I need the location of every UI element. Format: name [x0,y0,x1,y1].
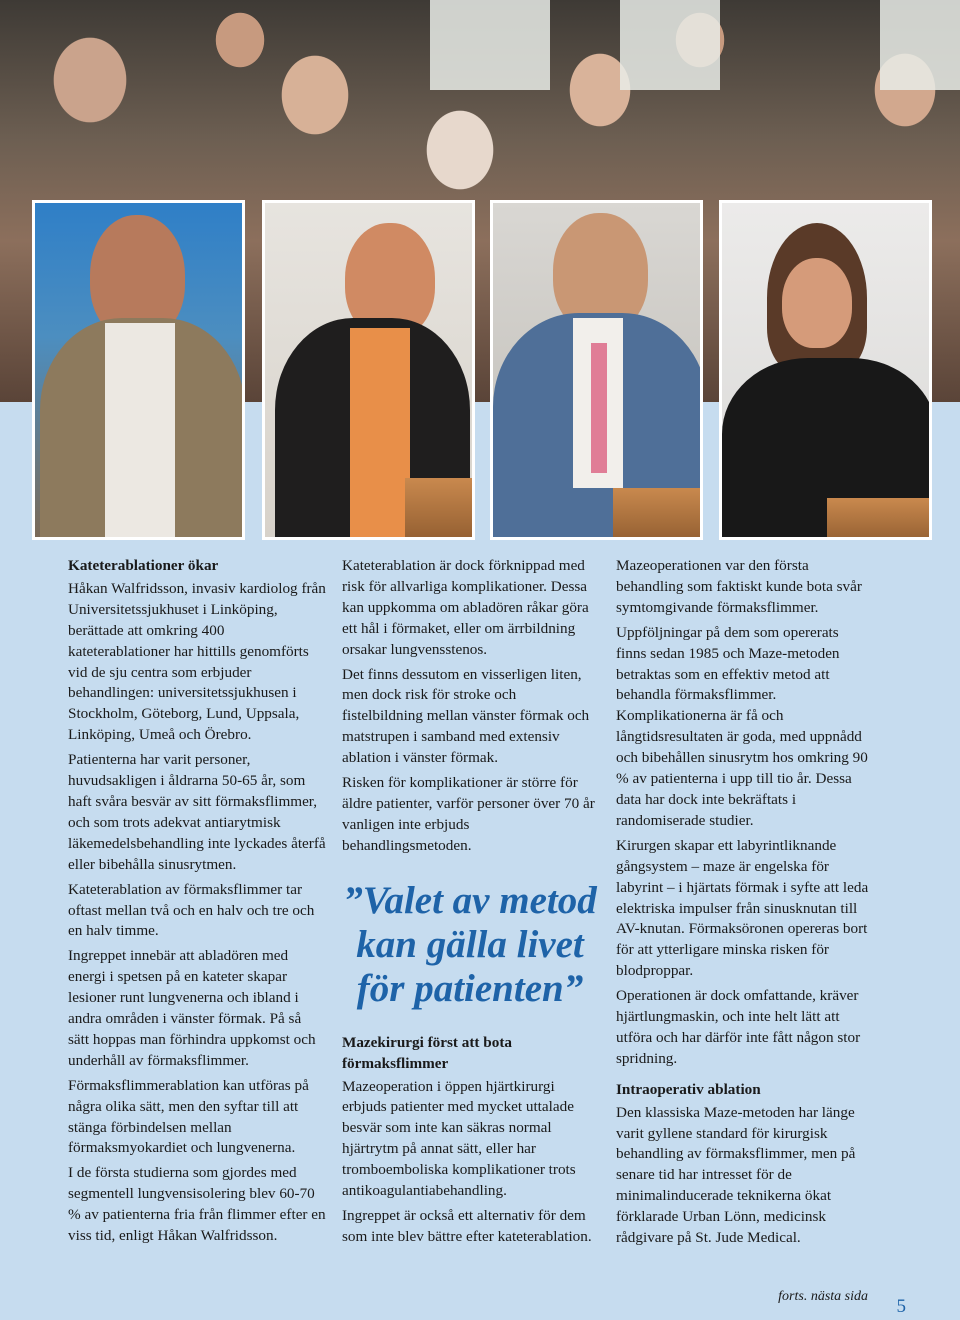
window-light [430,0,550,90]
paragraph: Kirurgen skapar ett labyrintliknande gångsystem – maze är engelska för labyrint – i hjärtats förmak i syfte att leda elektriska impulser från sinusknutan till AV-knutan. Förmaksöronen opereras bort för att ytterligare minska risken för blodproppar. [616,836,869,980]
paragraph: Ingreppet innebär att abladören med energi i spetsen på en kateter skapar lesioner runt lungvenerna och ibland i andra områden i vänster förmak. På så sätt hoppas man förhindra uppkomst och underhåll av förmaksflimmer. [68,947,316,1069]
speaker-photo-3 [490,200,703,540]
window-light [880,0,960,90]
paragraph: Ingreppet är också ett alternativ för dem som inte blev bättre efter kateterablation. [342,1206,592,1245]
speaker-photo-1 [32,200,245,540]
paragraph: Patienterna har varit personer, huvudsakligen i åldrarna 50-65 år, som haft svåra besvär av sitt förmaksflimmer, och som trots adekvat antiarytmisk läkemedelsbehandling inte lyckades återfå eller bibehålla sinusrytmen. [68,751,326,873]
article-column-2 [342,556,598,1252]
section-heading: Kateterablationer ökar [68,557,219,574]
paragraph: Den klassiska Maze-metoden har länge varit gyllene standard för kirurgisk behandling av förmaksflimmer, men på senare tid har intresset för de minimalinducerade teknikerna ökat förklarade Urban Lönn, medicinsk rådgivare på St. Jude Medical. [616,1103,856,1247]
page-number: 5 [896,1296,906,1317]
paragraph: Förmaksflimmerablation kan utföras på några olika sätt, men den syftar till att stänga förbindelsen mellan förmaksmyokardiet och lungvenerna. [68,1076,309,1157]
speaker-photo-4 [719,200,932,540]
paragraph: Operationen är dock omfattande, kräver hjärtlungmaskin, och inte helt lätt att utföra och har därför inte fått någon stor spridning. [616,987,861,1067]
speaker-photo-2 [262,200,475,540]
paragraph: Risken för komplikationer är större för äldre patienter, varför personer över 70 år vanligen inte erbjuds behandlingsmetoden. [342,774,595,854]
section-heading: Mazekirurgi först att bota förmaksflimmer [342,1033,512,1072]
paragraph: I de första studierna som gjordes med segmentell lungvensisolering blev 60-70 % av patienterna fria från flimmer efter en viss tid, enligt Håkan Walfridsson. [68,1164,326,1245]
continued-note: forts. nästa sida [778,1289,868,1304]
paragraph: Håkan Walfridsson, invasiv kardiolog från Universitetssjukhuset i Linköping, berättade att omkring 400 kateterablationer har hittills genomförts vid de sju centra som erbjuder behandlingen: universitetssjukhusen i Stockholm, Göteborg, Lund, Uppsala, Linköping, Umeå och Örebro. [68,579,326,744]
article-column-3 [616,556,872,1253]
paragraph: Kateterablation är dock förknippad med risk för allvarliga komplikationer. Dessa kan uppkomma om abladören råkar göra ett hål i förmaket, eller om ärrbildning orsakar lungvensstenos. [342,557,589,658]
paragraph: Kateterablation av förmaksflimmer tar oftast mellan två och en halv och tre och en halv timme. [68,880,315,940]
pull-quote: ”Valet av metod kan gälla livet för patienten” [343,878,597,1010]
paragraph: Uppföljningar på dem som opererats finns sedan 1985 och Maze-metoden betraktas som en effektiv metod att behandla förmaksflimmer. Komplikationerna är få och långtidsresultaten är goda, med uppnådd och bibehållen sinusrytm hos omkring 90 % av patienterna i upp till tio år. Dessa data har dock inte bekräftats i randomiserade studier. [616,623,868,829]
paragraph: Mazeoperationen var den första behandling som faktiskt kunde bota svår symtomgivande förmaksflimmer. [616,557,862,616]
paragraph: Det finns dessutom en visserligen liten, men dock risk för stroke och fistelbildning mellan vänster förmak och matstrupen i samband med extensiv ablation i vänster förmak. [342,665,590,767]
paragraph: Mazeoperation i öppen hjärtkirurgi erbjuds patienter med mycket uttalade besvär som inte kan säkras normal hjärtrytm på annat sätt, eller har tromboemboliska komplikationer trots antikoagulantiabehandling. [342,1077,576,1200]
section-heading: Intraoperativ ablation [616,1080,761,1098]
article-column-1 [68,556,326,1251]
window-light [620,0,720,90]
